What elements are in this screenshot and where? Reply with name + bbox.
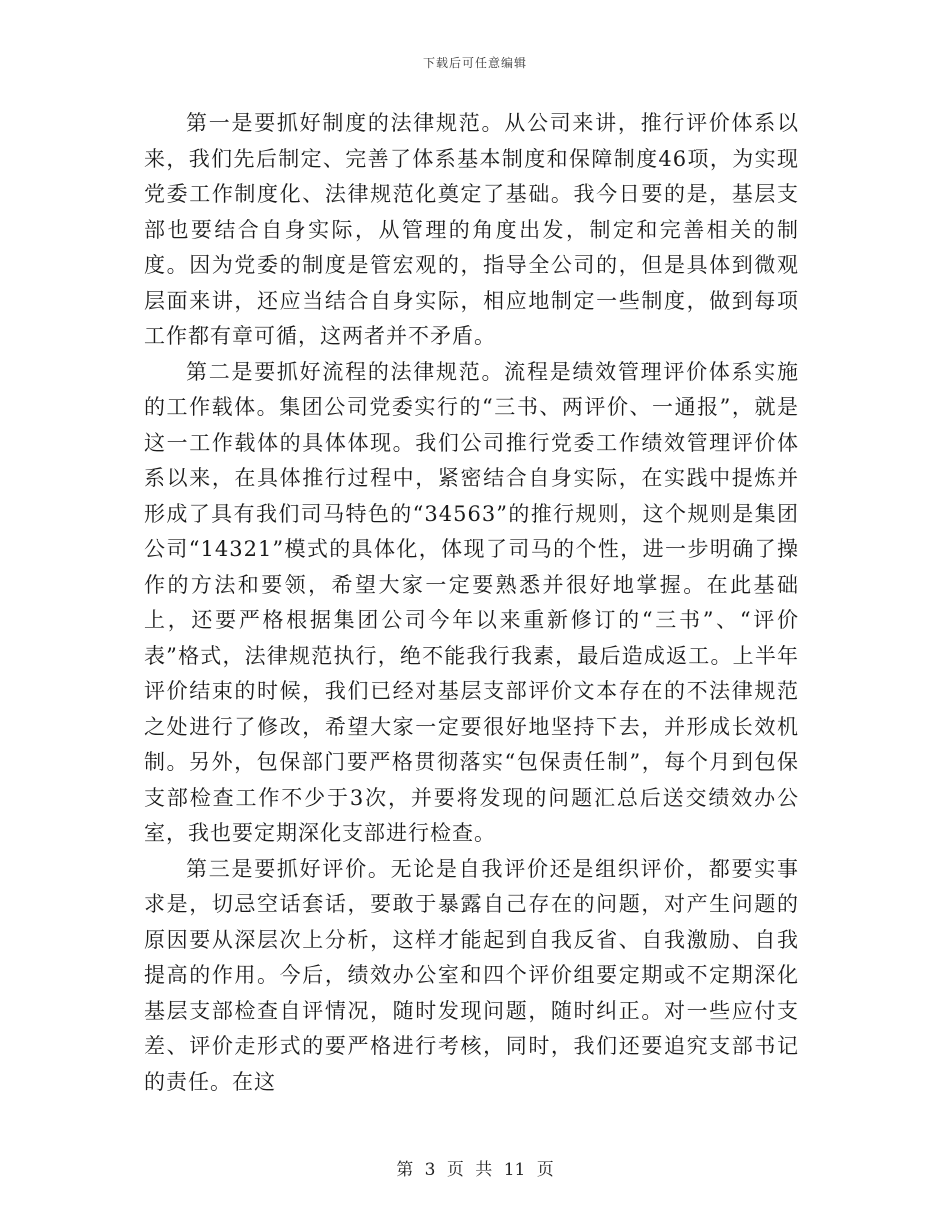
paragraph-3: 第三是要抓好评价。无论是自我评价还是组织评价，都要实事求是，切忌空话套话，要敢于暴露自己存在的问题，对产生问题的原因要从深层次上分析，这样才能起到自我反省、自我激励、自我提高的作用。今后，绩效办公室和四个评价组要定期或不定期深化基层支部检查自评情况，随时发现问题，随时纠正。对一些应付支差、评价走形式的要严格进行考核，同时，我们还要追究支部书记的责任。在这 bbox=[144, 856, 799, 1094]
page-number-footer: 第 3 页 共 11 页 bbox=[396, 1160, 554, 1180]
paragraph-2: 第二是要抓好流程的法律规范。流程是绩效管理评价体系实施的工作载体。集团公司党委实行的“三书、两评价、一通报”，就是这一工作载体的具体体现。我们公司推行党委工作绩效管理评价体系以来，在具体推行过程中，紧密结合自身实际，在实践中提炼并形成了具有我们司马特色的“34563”的推行规则，这个规则是集团公司“14321”模式的具体化，体现了司马的个性，进一步明确了操作的方法和要领，希望大家一定要熟悉并很好地掌握。在此基础上，还要严格根据集团公司今年以来重新修订的“三书”、“评价表”格式，法律规范执行，绝不能我行我素，最后造成返工。上半年评价结束的时候，我们已经对基层支部评价文本存在的不法律规范之处进行了修改，希望大家一定要很好地坚持下去，并形成长效机制。另外，包保部门要严格贯彻落实“包保责任制”，每个月到包保支部检查工作不少于3次，并要将发现的问题汇总后送交绩效办公室，我也要定期深化支部进行检查。 bbox=[144, 359, 799, 845]
paragraph-1: 第一是要抓好制度的法律规范。从公司来讲，推行评价体系以来，我们先后制定、完善了体系基本制度和保障制度46项，为实现党委工作制度化、法律规范化奠定了基础。我今日要的是，基层支部也要结合自身实际，从管理的角度出发，制定和完善相关的制度。因为党委的制度是管宏观的，指导全公司的，但是具体到微观层面来讲，还应当结合自身实际，相应地制定一些制度，做到每项工作都有章可循，这两者并不矛盾。 bbox=[144, 111, 799, 348]
page-header-note: 下载后可任意编辑 bbox=[422, 56, 527, 70]
document-body bbox=[144, 106, 799, 1100]
